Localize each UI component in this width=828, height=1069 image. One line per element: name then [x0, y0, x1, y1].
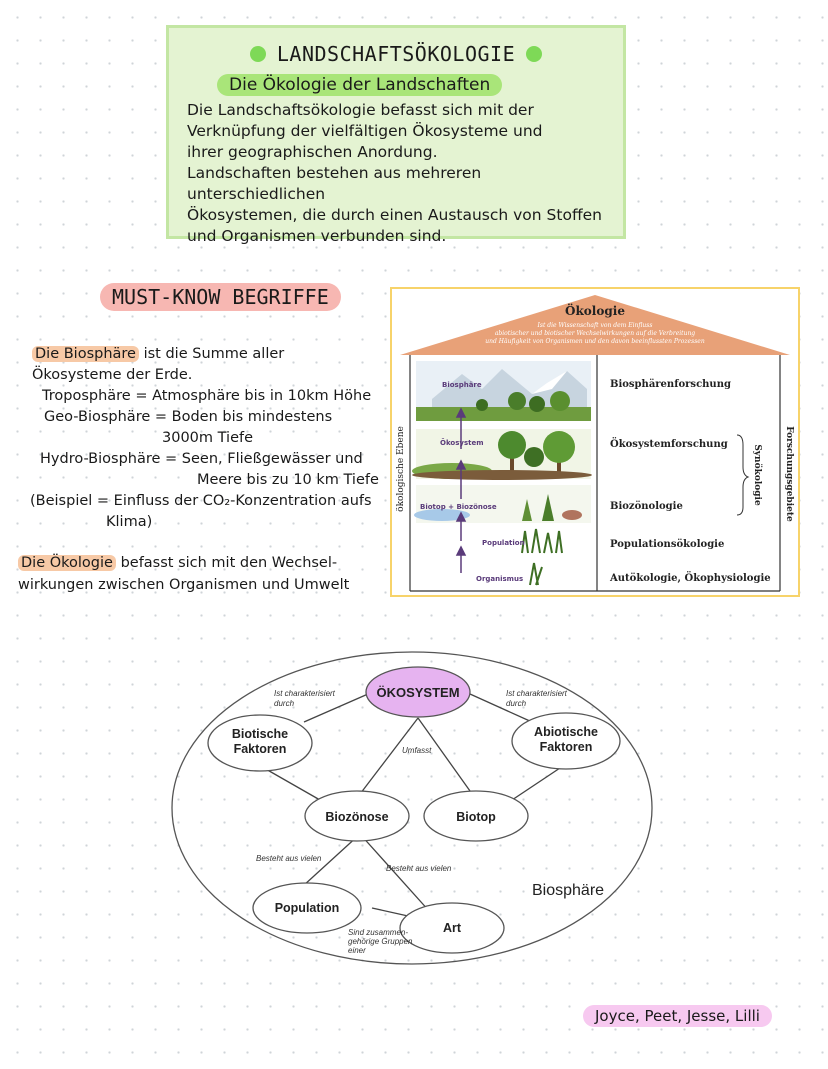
ecosystem-illustration: [412, 429, 592, 480]
field-biozoenologie: Biozönologie: [610, 501, 683, 512]
abiotic-label-1: Abiotische: [534, 725, 598, 739]
house-subtitle-2: abiotischer und biotischer Wechselwirkungen auf die Verbreitung: [494, 330, 696, 337]
biosphere-illustration: [416, 361, 591, 421]
biosphere-def-2: Ökosysteme der Erde.: [32, 367, 193, 383]
biozoenose-label: Biozönose: [325, 810, 389, 824]
population-illustration: [522, 529, 562, 553]
biotop-label: Biotop: [456, 810, 496, 824]
field-biosphaerenforschung: Biosphärenforschung: [610, 379, 731, 390]
authors-signature: Joyce, Peet, Jesse, Lilli: [583, 1005, 772, 1027]
level-biotop: Biotop + Biozönose: [420, 503, 497, 511]
example-line-2: Klima): [106, 514, 153, 530]
edge-label-durch-right: durch: [506, 699, 527, 708]
population-label: Population: [274, 901, 340, 915]
edge-label-sind-3: einer: [348, 946, 366, 955]
must-know-title: MUST-KNOW BEGRIFFE: [100, 283, 341, 311]
edge-label-charakterisiert-right: Ist charakterisiert: [506, 689, 567, 698]
troposphere-line: Troposphäre = Atmosphäre bis in 10km Höhe: [42, 388, 372, 404]
house-title: Ökologie: [565, 304, 625, 318]
synoekologie-label: Synökologie: [752, 444, 762, 506]
oekologie-def-2: wirkungen zwischen Organismen und Umwelt: [18, 577, 350, 593]
green-dot-icon: [250, 46, 266, 62]
oekologie-def: befasst sich mit den Wechsel-: [120, 555, 338, 571]
level-organismus: Organismus: [476, 575, 524, 583]
hydro-biosphere-line: Hydro-Biosphäre = Seen, Fließgewässer und: [40, 451, 363, 467]
hydro-biosphere-line-2: Meere bis zu 10 km Tiefe: [197, 472, 379, 488]
edge-label-sind-1: Sind zusammen-: [348, 928, 409, 937]
biosphere-def: ist die Summe aller: [143, 346, 285, 362]
abiotic-label-2: Faktoren: [539, 740, 593, 754]
level-population: Population: [482, 539, 525, 547]
edge-label-charakterisiert-left: Ist charakterisiert: [274, 689, 335, 698]
green-dot-icon: [526, 46, 542, 62]
biosphere-term: Die Biosphäre: [32, 346, 139, 362]
house-subtitle-3: und Häufigkeit von Organismen und den davon beeinflussten Prozessen: [485, 338, 705, 345]
organism-illustration: [530, 563, 542, 585]
example-line: (Beispiel = Einfluss der CO₂-Konzentration aufs: [30, 493, 372, 509]
landscape-ecology-box: [166, 25, 626, 245]
subtitle: Die Ökologie der Landschaften: [217, 74, 502, 96]
house-subtitle-1: Ist die Wissenschaft von dem Einfluss: [537, 322, 653, 329]
edge-label-sind-2: gehörige Gruppen: [348, 937, 413, 946]
biotic-label-1: Biotische: [231, 727, 289, 741]
edge-label-durch-left: durch: [274, 699, 295, 708]
art-label: Art: [442, 921, 462, 935]
field-oekosystemforschung: Ökosystemforschung: [610, 439, 728, 450]
left-axis-label: ökologische Ebene: [396, 426, 406, 512]
landscape-ecology-text: Die Landschaftsökologie befasst sich mit der Verknüpfung der vielfältigen Ökosysteme und ihrer geographischen Anordung. Landschaften bestehen aus mehreren unterschiedlichen Ökosystemen, die durch einen Austausch von Stoffen und Organismen verbunden sind.: [187, 101, 602, 245]
edge-label-besteht-right: Besteht aus vielen: [386, 864, 452, 873]
title-row: [169, 42, 623, 66]
biosphere-definition: [32, 344, 382, 533]
right-axis-label: Forschungsgebiete: [784, 426, 794, 522]
biosphaere-label: Biosphäre: [532, 882, 605, 899]
ecosystem-concept-diagram: [160, 640, 660, 980]
edge-label-umfasst: Umfasst: [402, 746, 432, 755]
synoekologie-brace: [737, 435, 748, 515]
edge-label-besteht-left: Besteht aus vielen: [256, 854, 322, 863]
field-populationsoekologie: Populationsökologie: [610, 539, 725, 550]
level-oekosystem: Ökosystem: [440, 439, 484, 447]
field-autoekologie: Autökologie, Ökophysiologie: [610, 573, 771, 584]
house-svg: [392, 289, 798, 595]
oekosystem-label: ÖKOSYSTEM: [376, 685, 460, 700]
oekologie-term: Die Ökologie: [18, 555, 116, 571]
biotic-label-2: Faktoren: [233, 742, 287, 756]
geo-biosphere-line: Geo-Biosphäre = Boden bis mindestens: [44, 409, 333, 425]
geo-biosphere-line-2: 3000m Tiefe: [162, 430, 254, 446]
main-title: LANDSCHAFTSÖKOLOGIE: [276, 42, 516, 66]
ecology-house-diagram: [390, 287, 800, 597]
oekologie-definition: [18, 552, 378, 596]
level-biosphaere: Biosphäre: [442, 381, 482, 389]
